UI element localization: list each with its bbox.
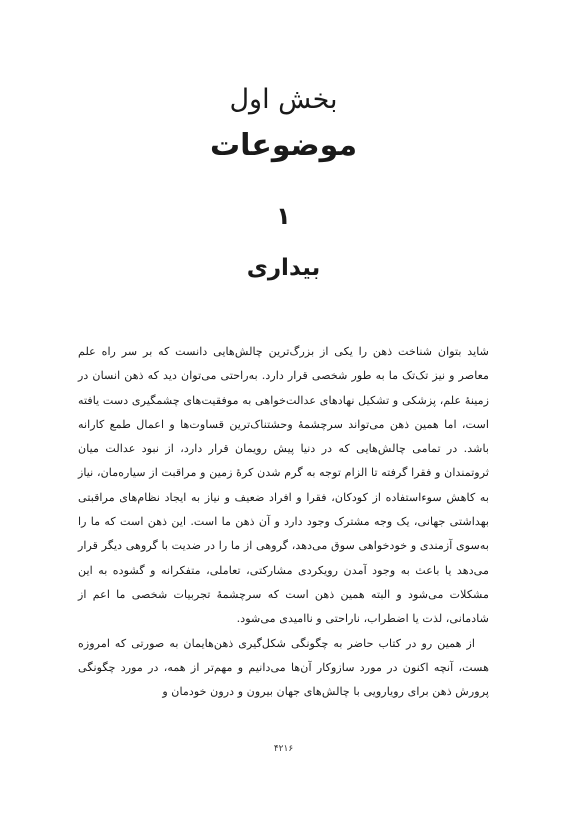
page-number: ۴۲۱۶ (273, 744, 294, 754)
paragraph-1: شاید بتوان شناخت ذهن را یکی از بزرگ‌ترین چالش‌هایی دانست که بر سر راه علم معاصر و نیز تک‌تک ما به طور شخصی قرار دارد. به‌راحتی می‌توان دید که ذهن انسان در زمینهٔ علم، پزشکی و تشکیل نهادهای عدالت‌خواهی به موفقیت‌های چشمگیری دست یافته است، اما همین ذهن می‌تواند سرچشمهٔ وحشتناک‌ترین قساوت‌ها و اعمال طمع کارانه باشد. در تمامی چالش‌هایی که در دنیا پیش رویمان قرار دارد، از نبود عدالت میان ثروتمندان و فقرا گرفته تا الزام توجه به گرم شدن کرهٔ زمین و مراقبت از سیاره‌مان، نیاز به کاهش سوءاستفاده از کودکان، فقرا و افراد ضعیف و نیاز به ایجاد نظام‌های مراقبتی بهداشتی جهانی، یک وجه مشترک وجود دارد و آن ذهن ما است. این ذهن است که ما را به‌سوی آزمندی و خودخواهی سوق می‌دهد، گروهی از ما را در ضدیت با گروهی دیگر قرار می‌دهد یا باعث به وجود آمدن رویکردی مشارکتی، تعاملی، متفکرانه و گشوده به این مشکلات می‌شود و البته همین ذهن است که سرچشمهٔ تجربیات شخصی ما اعم از شادمانی، لذت یا اضطراب، ناراحتی و ناامیدی می‌شود. (78, 345, 489, 626)
paragraph-2: از همین رو در کتاب حاضر به چگونگی شکل‌گیری ذهن‌هایمان به صورتی که امروزه هست، آنچه اکنون در مورد سازوکار آن‌ها می‌دانیم و مهم‌تر از همه، در مورد چگونگی پرورش ذهن برای رویارویی با چالش‌های جهان بیرون و درون خودمان و (78, 636, 489, 699)
part-subtitle: موضوعات (209, 128, 358, 163)
part-title: بخش اول (229, 84, 338, 115)
body-text (78, 340, 489, 704)
chapter-number: ۱ (276, 202, 291, 230)
chapter-title: بیداری (246, 255, 321, 281)
